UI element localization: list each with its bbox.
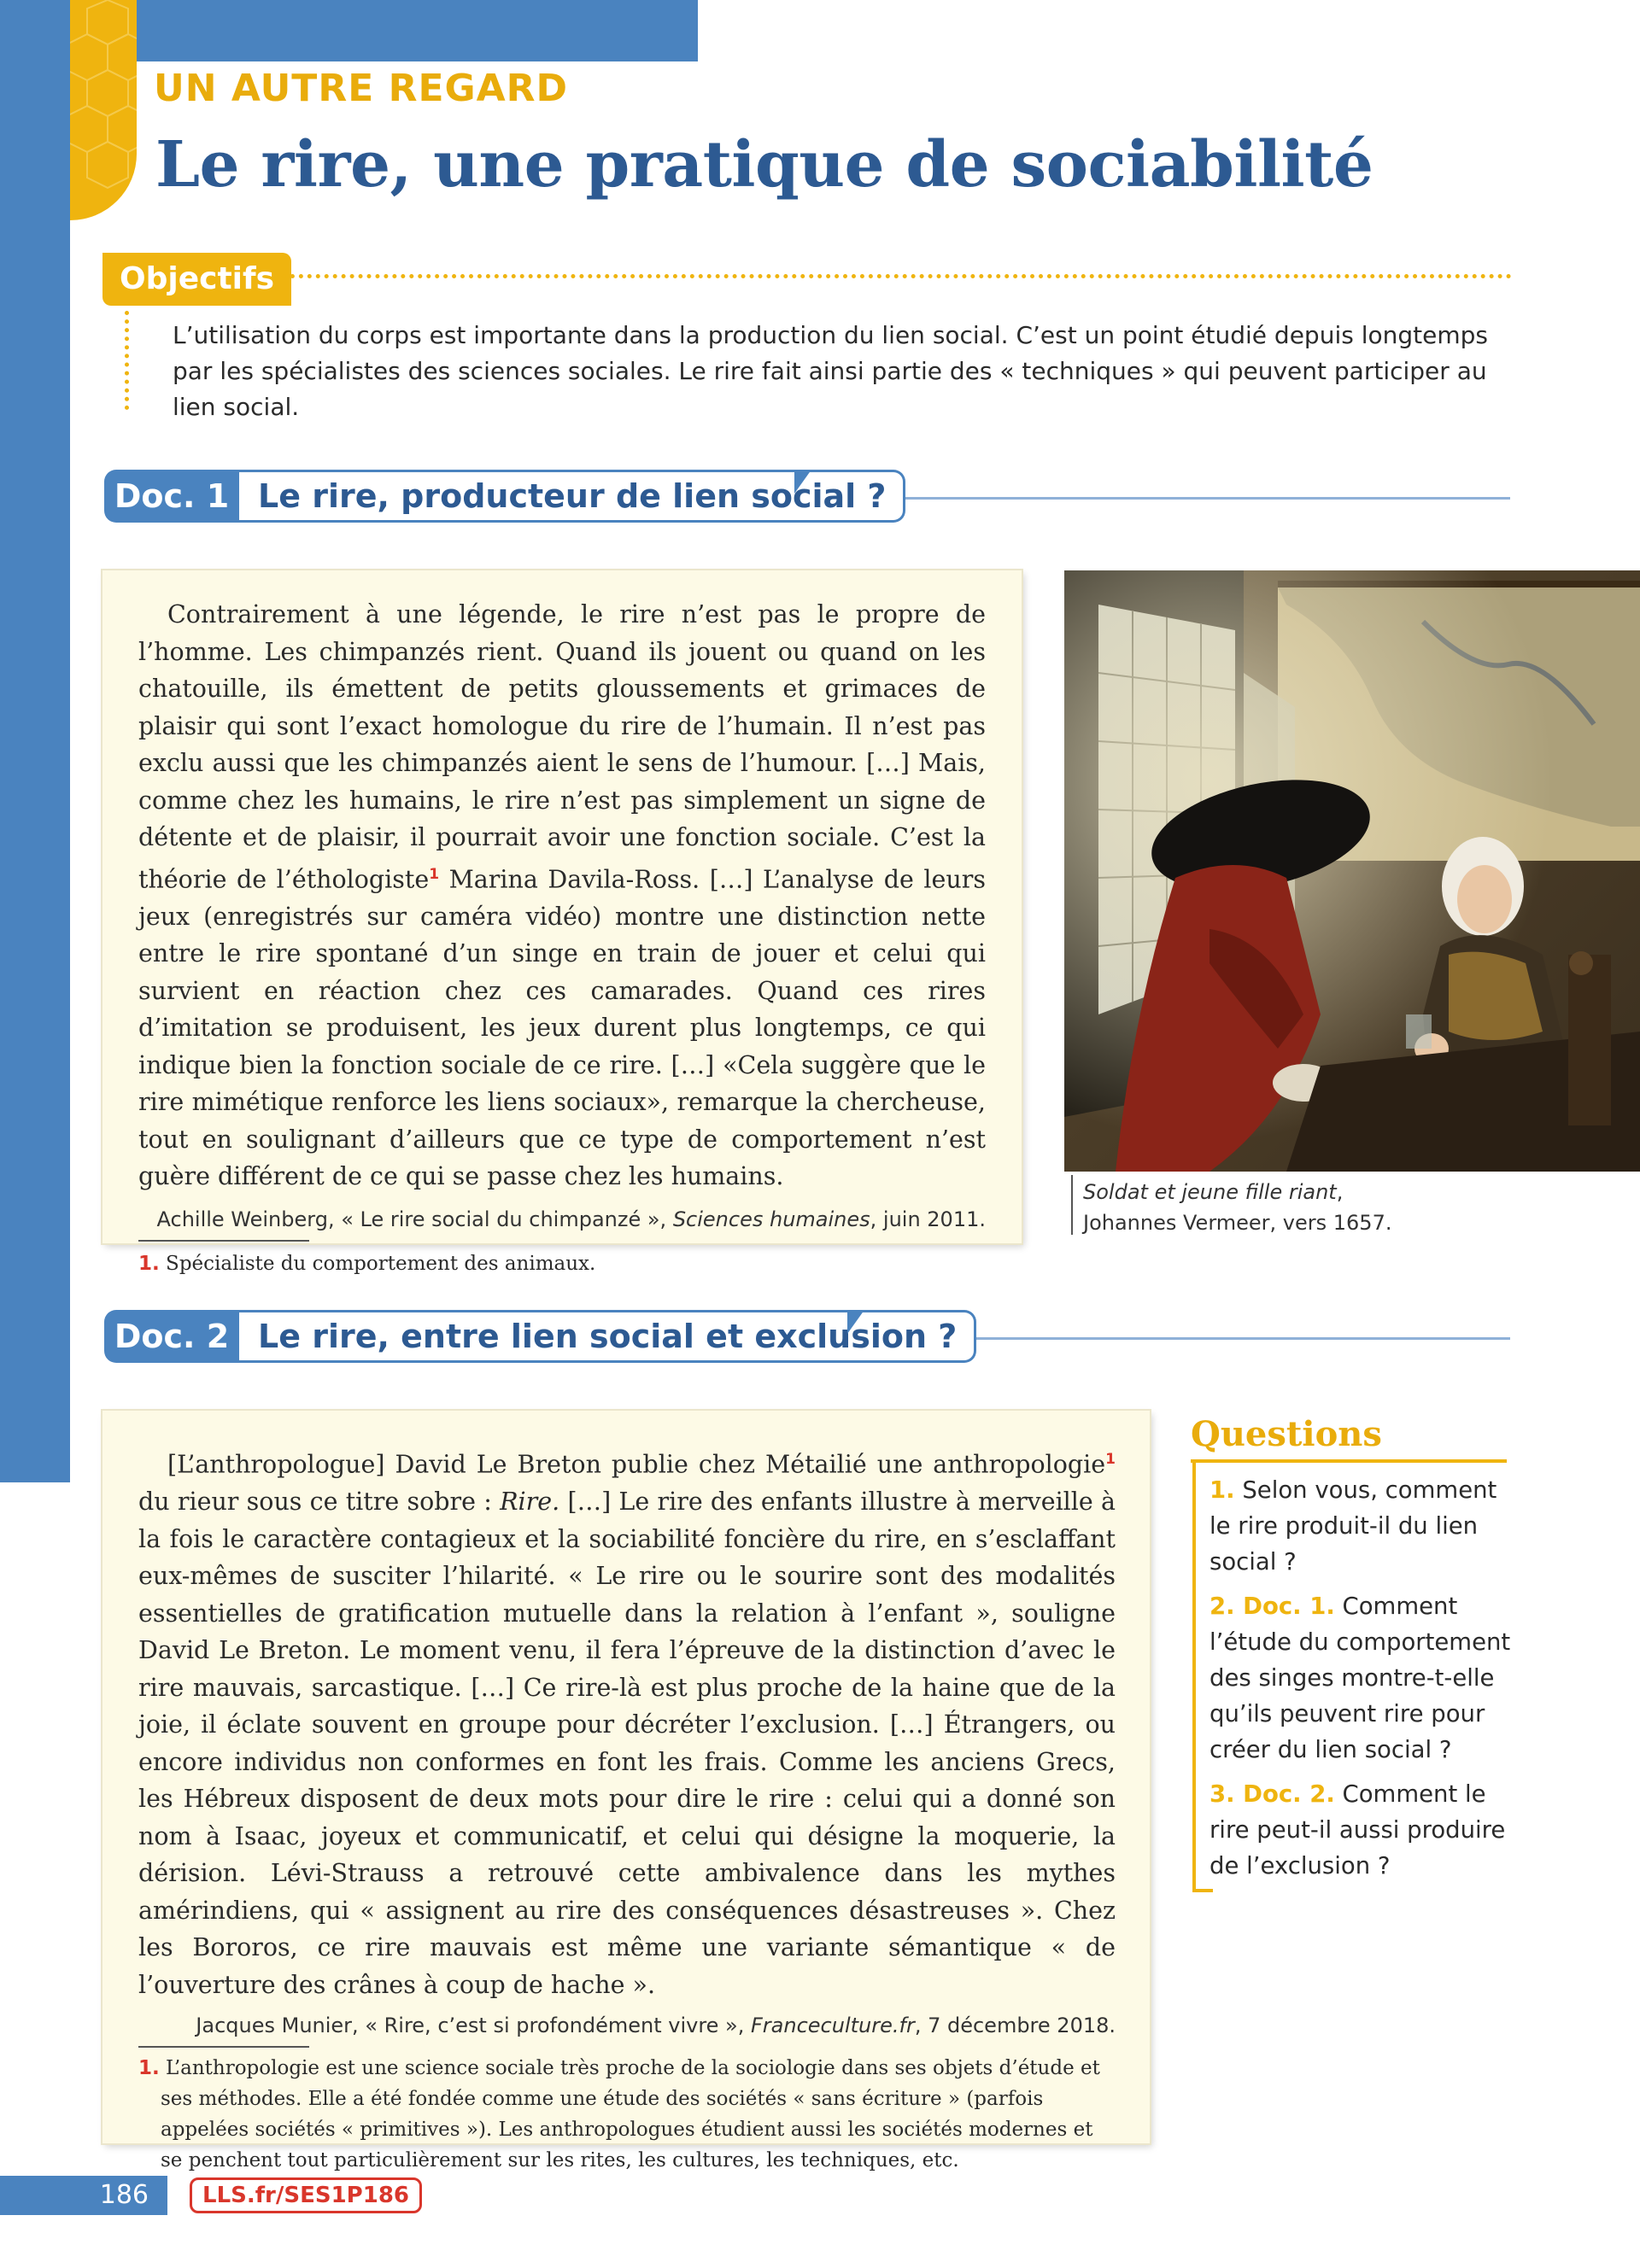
question-text: Comment l’étude du comportement des singes montre-t-elle qu’ils peuvent rire pour créer du lien social ? [1210, 1593, 1511, 1763]
doc1-body-part-1: Contrairement à une légende, le rire n’est pas le propre de l’homme. Les chimpanzés rient. Quand ils jouent ou quand on les chatouille, ils émettent de petits gloussements et grimaces de plaisir qui sont l’exact homologue du rire de l’humain. Il n’est pas exclu aussi que les chimpanzés aient le sens de l’humour. […] Mais, comme chez les humains, le rire n’est pas simplement un signe de détente et de plaisir, il pourrait avoir une fonction sociale. C’est la théorie de l’éthologiste [138, 600, 986, 893]
doc2-source-publication: Franceculture.fr [751, 2014, 915, 2037]
questions-top-rule [1191, 1459, 1507, 1463]
doc1-source-author: Achille Weinberg, « Le rire social du chimpanzé », [156, 1207, 673, 1231]
doc2-body-part-3: […] Le rire des enfants illustre à merveille à la fois le caractère contagieux et la sociabilité foncière du rire, en s’esclaffant eux-mêmes de susciter l’hilarité. « Le rire ou le sourire sont des modalités essentielles de gratification mutuelle dans la relation à l’enfant », souligne David Le Breton. Le moment venu, il fera l’épreuve de la distinction d’avec le rire mauvais, sarcastique. […] Ce rire-là est plus proche de la haine que de la joie, il éclate souvent en groupe pour décréter l’exclusion. […] Étrangers, ou encore individus non conformes en font les frais. Comme les anciens Grecs, les Hébreux disposent de deux mots pour dire le rire : celui qui a donné son nom à Isaac, joyeux et communicatif, et celui qui désigne la moquerie, la dérision. Lévi-Strauss a retrouvé cette ambivalence dans les mythes amérindiens, qui « assignent au rire des conséquences désastreuses ». Chez les Bororos, ce rire mauvais est même une variante sémantique « de l’ouverture des crânes à coup de hache ». [138, 1488, 1116, 1999]
doc1-title: Le rire, producteur de lien social ? [239, 470, 905, 523]
doc2-footnote-ref: 1 [1105, 1451, 1116, 1468]
section-kicker: UN AUTRE REGARD [154, 67, 569, 110]
objectives-dotted-margin [125, 311, 129, 410]
doc2-footnote-number: 1. [138, 2057, 160, 2079]
question-item [1210, 1472, 1514, 1580]
doc2-title: Le rire, entre lien social et exclusion ? [239, 1310, 976, 1363]
doc2-footnote-rule [138, 2046, 309, 2048]
question-item [1210, 1588, 1514, 1768]
lls-resource-link[interactable]: LLS.fr/SES1P186 [190, 2177, 422, 2213]
doc2-text-box [102, 1411, 1150, 2172]
question-text: Selon vous, comment le rire produit-il du lien social ? [1210, 1476, 1497, 1575]
questions-title: Questions [1191, 1414, 1382, 1454]
doc2-source-author: Jacques Munier, « Rire, c’est si profondément vivre », [196, 2014, 751, 2037]
doc1-source-publication: Sciences humaines [672, 1207, 870, 1231]
question-text: Comment le rire peut-il aussi produire de l’exclusion ? [1210, 1780, 1506, 1879]
hexagon-tab-decoration [70, 0, 137, 220]
doc2-footnote-text: L’anthropologie est une science sociale très proche de la sociologie dans ses objets d’étude et ses méthodes. Elle a été fondée comme une étude des sociétés « sans écriture » (parfois appelées sociétés « primitives »). Les anthropologues étudient aussi les sociétés modernes et se penchent tout particulièrement sur les rites, les cultures, les techniques, etc. [159, 2057, 1100, 2172]
doc1-footnote-number: 1. [138, 1252, 160, 1275]
question-number: 3. Doc. 2. [1210, 1780, 1335, 1808]
doc1-footnote [138, 1248, 986, 1279]
painting-caption [1083, 1177, 1391, 1238]
painting-title: Soldat et jeune fille riant [1083, 1180, 1337, 1204]
vermeer-painting-image [1064, 570, 1640, 1172]
doc1-header-corner [794, 470, 811, 494]
doc1-header [104, 470, 1510, 523]
painting-caption-rule [1071, 1175, 1073, 1235]
doc2-source-date: , 7 décembre 2018. [914, 2014, 1116, 2037]
doc1-footnote-text: Spécialiste du comportement des animaux. [159, 1252, 596, 1275]
question-number: 2. Doc. 1. [1210, 1593, 1335, 1620]
left-color-band [0, 0, 70, 1482]
doc2-body-part-2: du rieur sous ce titre sobre : [138, 1488, 501, 1516]
questions-side-rule [1192, 1462, 1196, 1892]
question-item [1210, 1776, 1514, 1884]
doc1-source-date: , juin 2011. [870, 1207, 986, 1231]
doc2-body-part-1: [L’anthropologue] David Le Breton publie chez Métailié une anthropologie [167, 1450, 1106, 1479]
doc1-source [138, 1207, 986, 1231]
doc2-header [104, 1310, 1510, 1363]
painting-caption-line-1 [1083, 1177, 1391, 1207]
doc1-text-box [102, 570, 1022, 1275]
question-number: 1. [1210, 1476, 1235, 1504]
doc2-footnote [138, 2053, 1116, 2176]
questions-list [1210, 1472, 1514, 1892]
doc2-label: Doc. 2 [104, 1310, 239, 1363]
doc2-body [138, 1441, 1116, 2003]
doc1-footnote-ref: 1 [429, 865, 440, 883]
doc1-body [138, 596, 986, 1195]
painting-author: Johannes Vermeer, vers 1657. [1083, 1211, 1392, 1235]
doc1-footnote-rule [138, 1240, 309, 1242]
header-color-bar [70, 0, 698, 61]
painting-caption-separator: , [1336, 1180, 1344, 1204]
doc1-header-rule [805, 497, 1510, 500]
doc2-header-corner [847, 1310, 864, 1334]
objectives-label: Objectifs [102, 253, 291, 306]
doc1-label: Doc. 1 [104, 470, 239, 523]
objectives-text: L’utilisation du corps est importante dans la production du lien social. C’est un point étudié depuis longtemps par les spécialistes des sciences sociales. Le rire fait ainsi partie des « techniques » qui peuvent participer au lien social. [173, 321, 1488, 421]
page-title: Le rire, une pratique de sociabilité [155, 128, 1374, 202]
doc1-body-part-2: Marina Davila-Ross. […] L’analyse de leurs jeux (enregistrés sur caméra vidéo) montre une distinction nette entre le rire spontané d’un singe en train de jouer et celui qui survient en réaction chez ces camarades. Quand ces rires d’imitation se produisent, les jeux durent plus longtemps, ce qui indique bien la fonction sociale de ce rire. […] «Cela suggère que le rire mimétique renforce les liens sociaux», remarque la chercheuse, tout en soulignant d’ailleurs que ce type de comportement n’est guère différent de ce qui se passe chez les humains. [138, 865, 986, 1190]
objectives-dotted-rule [273, 274, 1512, 278]
page-number: 186 [0, 2176, 167, 2215]
doc2-book-title: Rire. [500, 1488, 560, 1516]
doc2-source [138, 2014, 1116, 2037]
